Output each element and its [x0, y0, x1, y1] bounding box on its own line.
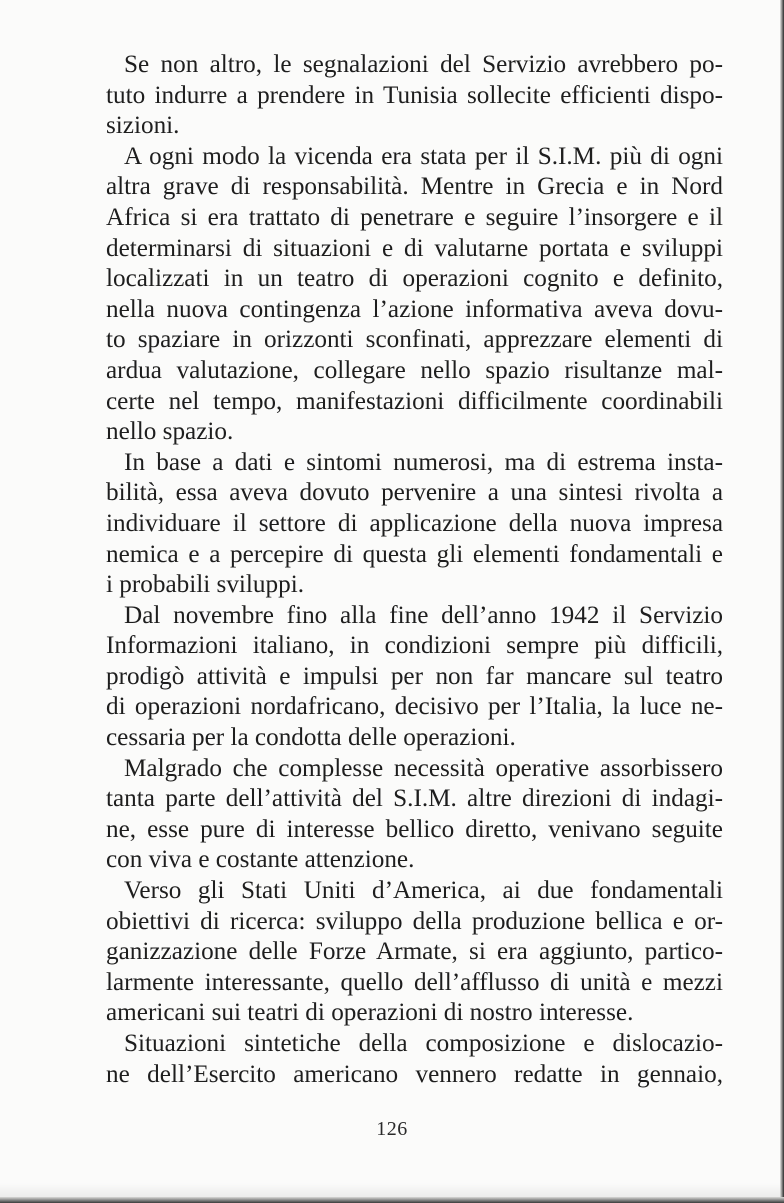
text-line: nella nuova contingenza l’azione informativa aveva dovu- [106, 295, 723, 323]
text-line: Informazioni italiano, in condizioni sempre più difficili, [106, 632, 723, 660]
text-line: sizioni. [106, 112, 180, 140]
text-line: ganizzazione delle Forze Armate, si era aggiunto, partico- [106, 938, 723, 966]
text-line: ardua valutazione, collegare nello spazio risultanze mal- [106, 356, 723, 384]
text-line: nemica e a percepire di questa gli elementi fondamentali e [106, 540, 723, 568]
text-line: con viva e costante attenzione. [106, 846, 415, 874]
paragraph-4 [106, 601, 723, 754]
text-line: tuto indurre a prendere in Tunisia sollecite efficienti dispo- [106, 81, 723, 109]
text-line: Malgrado che complesse necessità operative assorbissero [124, 754, 723, 782]
text-line: individuare il settore di applicazione della nuova impresa [106, 509, 723, 537]
paragraph-1 [106, 50, 723, 142]
text-line: ne, esse pure di interesse bellico diretto, venivano seguite [106, 815, 723, 843]
text-line: di operazioni nordafricano, decisivo per l’Italia, la luce ne- [106, 693, 723, 721]
text-line: i probabili sviluppi. [106, 571, 304, 599]
text-line: localizzati in un teatro di operazioni cognito e definito, [106, 265, 723, 293]
text-line: Dal novembre fino alla fine dell’anno 1942 il Servizio [124, 601, 723, 629]
text-line: obiettivi di ricerca: sviluppo della produzione bellica e or- [106, 907, 723, 935]
text-line: tanta parte dell’attività del S.I.M. altre direzioni di indagi- [106, 785, 723, 813]
text-line: cessaria per la condotta delle operazioni. [106, 724, 516, 752]
paragraph-3 [106, 448, 723, 601]
text-line: bilità, essa aveva dovuto pervenire a una sintesi rivolta a [106, 479, 723, 507]
text-line: A ogni modo la vicenda era stata per il S.I.M. più di ogni [124, 142, 723, 170]
paragraph-6 [106, 876, 723, 1029]
text-line: ne dell’Esercito americano vennero redatte in gennaio, [106, 1060, 723, 1088]
page-right-edge [780, 0, 784, 1203]
text-line: Situazioni sintetiche della composizione e dislocazio- [124, 1030, 723, 1057]
paragraph-5 [106, 754, 723, 876]
text-line: prodigò attività e impulsi per non far mancare sul teatro [106, 662, 723, 690]
text-line: americani sui teatri di operazioni di nostro interesse. [106, 999, 634, 1027]
body-text [106, 50, 723, 1090]
text-line: altra grave di responsabilità. Mentre in Grecia e in Nord [106, 173, 723, 201]
text-line: Africa si era trattato di penetrare e seguire l’insorgere e il [106, 203, 723, 231]
text-line: larmente interessante, quello dell’afflusso di unità e mezzi [106, 968, 723, 996]
page-bottom-edge [0, 1197, 784, 1203]
text-line: nello spazio. [106, 418, 234, 446]
text-line: In base a dati e sintomi numerosi, ma di estrema insta- [124, 448, 723, 476]
paragraph-7 [106, 1029, 723, 1090]
page-number: 126 [376, 1118, 408, 1140]
paragraph-2 [106, 142, 723, 448]
scan-shadow [0, 1183, 784, 1197]
text-line: Verso gli Stati Uniti d’America, ai due fondamentali [124, 877, 723, 905]
text-line: Se non altro, le segnalazioni del Servizio avrebbero po- [124, 51, 723, 78]
text-line: to spaziare in orizzonti sconfinati, apprezzare elementi di [106, 326, 723, 354]
text-line: certe nel tempo, manifestazioni difficilmente coordinabili [106, 387, 723, 415]
text-line: determinarsi di situazioni e di valutarne portata e sviluppi [106, 234, 723, 262]
